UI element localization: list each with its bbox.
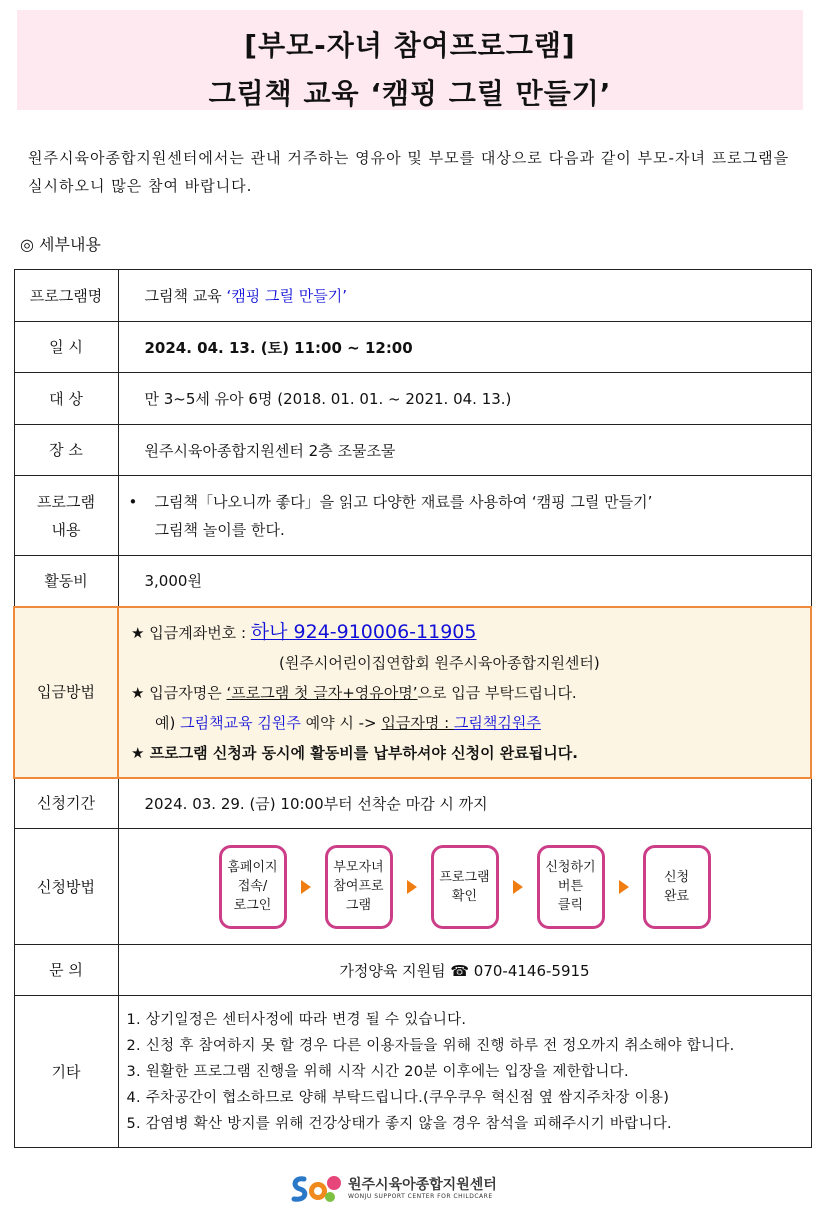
row-date bbox=[14, 322, 811, 373]
program-name-highlight: ‘캠핑 그릴 만들기’ bbox=[226, 287, 348, 305]
label-place: 장 소 bbox=[14, 425, 118, 476]
row-etc bbox=[14, 996, 811, 1148]
value-target: 만 3~5세 유아 6명 (2018. 01. 01. ~ 2021. 04. 13.) bbox=[118, 373, 811, 425]
account-number: 하나 924-910006-11905 bbox=[250, 620, 477, 643]
account-prefix: 입금계좌번호 : bbox=[149, 623, 251, 642]
footer-logo bbox=[288, 1168, 548, 1208]
label-content bbox=[14, 476, 118, 556]
step-text: 참여프로 bbox=[333, 879, 384, 894]
step-flow bbox=[219, 845, 811, 929]
example-name: 그림책교육 김원주 bbox=[180, 713, 301, 732]
label-program-name: 프로그램명 bbox=[14, 270, 118, 322]
label-content-line1: 프로그램 bbox=[37, 492, 95, 511]
title-banner bbox=[17, 10, 803, 110]
row-period bbox=[14, 778, 811, 829]
content-bullet: • bbox=[128, 492, 138, 511]
row-content bbox=[14, 476, 811, 556]
value-method bbox=[118, 829, 811, 945]
row-method bbox=[14, 829, 811, 945]
step-text: 확인 bbox=[451, 888, 478, 904]
step-text: 버튼 bbox=[557, 879, 584, 894]
step-complete bbox=[643, 845, 711, 929]
step-parent-program bbox=[325, 845, 393, 929]
section-title: ◎ 세부내용 bbox=[20, 235, 101, 254]
arrow-right-icon bbox=[407, 880, 417, 894]
label-fee: 활동비 bbox=[14, 556, 118, 607]
label-contact: 문 의 bbox=[14, 945, 118, 996]
logo-name: 원주시육아종합지원센터 bbox=[348, 1176, 497, 1193]
example-mid: 예약 시 -> bbox=[300, 713, 382, 732]
payment-notice-line bbox=[131, 738, 810, 768]
value-fee: 3,000원 bbox=[118, 556, 811, 607]
payment-account-line bbox=[131, 617, 810, 648]
label-target: 대 상 bbox=[14, 373, 118, 425]
intro-text: 원주시육아종합지원센터에서는 관내 거주하는 영유아 및 부모를 대상으로 다음과 같이 부모-자녀 프로그램을 실시하오니 많은 참여 바랍니다. bbox=[28, 149, 790, 195]
step-text: 신청 bbox=[663, 869, 690, 885]
row-program-name bbox=[14, 270, 811, 322]
depositor-prefix: 입금자명은 bbox=[149, 683, 227, 702]
example-label: 입금자명 : bbox=[381, 713, 454, 732]
step-text: 클릭 bbox=[557, 898, 584, 913]
step-text: 완료 bbox=[663, 888, 690, 904]
label-content-line2: 내용 bbox=[51, 520, 81, 539]
etc-item: 1. 상기일정은 센터사정에 따라 변경 될 수 있습니다. bbox=[126, 1011, 467, 1028]
etc-item: 3. 원활한 프로그램 진행을 위해 시작 시간 20분 이후에는 입장을 제한합니다. bbox=[126, 1063, 629, 1080]
depositor-format: ‘프로그램 첫 글자+영유아명’ bbox=[226, 683, 418, 702]
arrow-right-icon bbox=[619, 880, 629, 894]
row-contact bbox=[14, 945, 811, 996]
step-homepage bbox=[219, 845, 287, 929]
center-logo-icon bbox=[288, 1171, 344, 1205]
star-icon: ★ bbox=[131, 683, 145, 702]
step-text: 접속/ bbox=[237, 879, 268, 894]
content-line1: 그림책「나오니까 좋다」을 읽고 다양한 재료를 사용하여 ‘캠핑 그릴 만들기’ bbox=[154, 492, 653, 511]
step-apply-button bbox=[537, 845, 605, 929]
label-etc: 기타 bbox=[14, 996, 118, 1148]
etc-item: 4. 주차공간이 협소하므로 양해 부탁드립니다.(쿠우쿠우 혁신점 옆 쌈지주차장 이용) bbox=[126, 1089, 670, 1106]
title-line2: 그림책 교육 ‘캠핑 그릴 만들기’ bbox=[208, 77, 612, 110]
arrow-right-icon bbox=[513, 880, 523, 894]
star-icon: ★ bbox=[131, 623, 145, 642]
step-text: 그램 bbox=[345, 898, 372, 913]
payment-depositor-line bbox=[131, 678, 810, 708]
step-program-check bbox=[431, 845, 499, 929]
details-table bbox=[13, 269, 812, 1148]
step-text: 프로그램 bbox=[439, 869, 490, 885]
payment-example-line bbox=[131, 708, 810, 738]
example-prefix: 예) bbox=[155, 713, 181, 732]
label-date: 일 시 bbox=[14, 322, 118, 373]
step-text: 부모자녀 bbox=[333, 860, 384, 875]
title-line1: [부모-자녀 참여프로그램] bbox=[244, 29, 576, 62]
example-value: 그림책김원주 bbox=[453, 713, 541, 732]
row-target bbox=[14, 373, 811, 425]
payment-notice: 프로그램 신청과 동시에 활동비를 납부하셔야 신청이 완료됩니다. bbox=[149, 743, 578, 762]
value-period: 2024. 03. 29. (금) 10:00부터 선착순 마감 시 까지 bbox=[118, 778, 811, 829]
row-place bbox=[14, 425, 811, 476]
label-period: 신청기간 bbox=[14, 778, 118, 829]
content-line2: 그림책 놀이를 한다. bbox=[154, 520, 285, 539]
value-contact: 가정양육 지원팀 ☎ 070-4146-5915 bbox=[118, 945, 811, 996]
value-etc bbox=[118, 996, 811, 1148]
value-date: 2024. 04. 13. (토) 11:00 ~ 12:00 bbox=[118, 322, 811, 373]
value-payment bbox=[118, 607, 811, 778]
etc-item: 5. 감염병 확산 방지를 위해 건강상태가 좋지 않을 경우 참석을 피해주시기 바랍니다. bbox=[126, 1115, 672, 1132]
account-holder: (원주시어린이집연합회 원주시육아종합지원센터) bbox=[279, 653, 600, 672]
value-program-name bbox=[118, 270, 811, 322]
star-icon: ★ bbox=[131, 743, 145, 762]
step-text: 로그인 bbox=[233, 898, 272, 913]
step-text: 홈페이지 bbox=[227, 860, 278, 875]
depositor-suffix: 으로 입금 부탁드립니다. bbox=[417, 683, 577, 702]
label-payment: 입금방법 bbox=[14, 607, 118, 778]
value-place: 원주시육아종합지원센터 2층 조물조물 bbox=[118, 425, 811, 476]
row-payment bbox=[14, 607, 811, 778]
program-name-prefix: 그림책 교육 bbox=[144, 287, 227, 305]
arrow-right-icon bbox=[301, 880, 311, 894]
step-text: 신청하기 bbox=[545, 860, 596, 875]
label-method: 신청방법 bbox=[14, 829, 118, 945]
logo-english: WONJU SUPPORT CENTER FOR CHILDCARE bbox=[348, 1192, 493, 1200]
etc-item: 2. 신청 후 참여하지 못 할 경우 다른 이용자들을 위해 진행 하루 전 정오까지 취소해야 합니다. bbox=[126, 1037, 735, 1054]
row-fee bbox=[14, 556, 811, 607]
value-content bbox=[118, 476, 811, 556]
